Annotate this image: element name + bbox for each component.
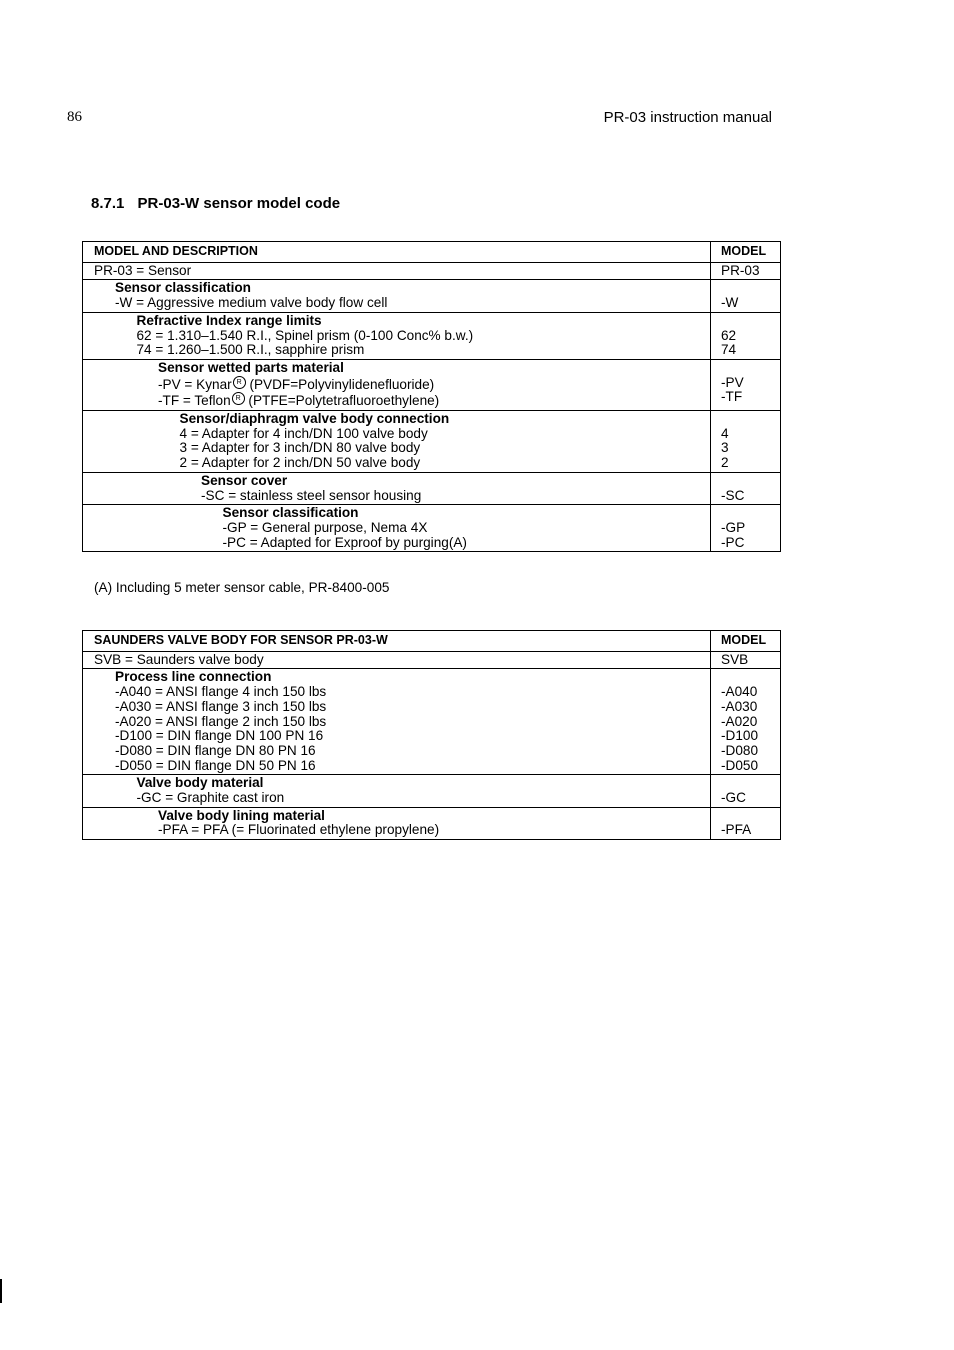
option-line: -A030 = ANSI flange 3 inch 150 lbs — [115, 698, 327, 714]
option-group-description — [83, 312, 711, 359]
option-line: -PC = Adapted for Exproof by purging(A) — [222, 534, 467, 550]
option-line: -A020 = ANSI flange 2 inch 150 lbs — [115, 713, 327, 729]
option-group-row — [83, 472, 781, 504]
code-spacer — [721, 776, 780, 791]
option-line: 2 = Adapter for 2 inch/DN 50 valve body — [179, 455, 421, 471]
option-code: -PV — [721, 374, 744, 390]
code-spacer — [721, 506, 780, 521]
option-group-description — [83, 411, 711, 473]
base-model-row — [83, 262, 781, 280]
option-group-title: Valve body material — [136, 775, 264, 791]
section-heading — [91, 195, 340, 212]
valve-body-model-code-table — [82, 630, 781, 840]
option-code: -D100 — [721, 728, 759, 744]
option-line: -PFA = PFA (= Fluorinated ethylene propylene) — [158, 822, 440, 838]
option-line-text: -PV = Kynar — [158, 376, 232, 392]
option-group-row — [83, 807, 781, 839]
code-spacer — [721, 412, 780, 427]
section-number: 8.7.1 — [91, 195, 125, 212]
column-header-description: SAUNDERS VALVE BODY FOR SENSOR PR-03-W — [83, 631, 711, 652]
option-line — [158, 392, 710, 409]
option-code: -D050 — [721, 757, 759, 773]
base-model-description: SVB = Saunders valve body — [83, 651, 711, 669]
column-header-description: MODEL AND DESCRIPTION — [83, 242, 711, 263]
option-line: -D050 = DIN flange DN 50 PN 16 — [115, 757, 316, 773]
option-line: -D080 = DIN flange DN 80 PN 16 — [115, 742, 316, 758]
option-code: -SC — [721, 487, 745, 503]
option-group-title: Sensor classification — [115, 280, 251, 296]
option-group-title: Sensor wetted parts material — [158, 359, 344, 375]
option-group-description — [83, 280, 711, 312]
option-code: -A030 — [721, 698, 758, 714]
base-model-description: PR-03 = Sensor — [83, 262, 711, 280]
option-group-codes — [711, 807, 781, 839]
option-line-text: (PVDF=Polyvinylidenefluoride) — [245, 376, 435, 392]
option-group-description — [83, 472, 711, 504]
option-line-text: -TF = Teflon — [158, 393, 231, 409]
code-spacer — [721, 809, 780, 824]
option-line: 62 = 1.310–1.540 R.I., Spinel prism (0-100 Conc% b.w.) — [136, 327, 474, 343]
option-group-row — [83, 505, 781, 552]
option-group-codes — [711, 505, 781, 552]
option-line: -D100 = DIN flange DN 100 PN 16 — [115, 728, 324, 744]
option-group-row — [83, 359, 781, 410]
option-code: 74 — [721, 342, 737, 358]
option-code: 4 — [721, 425, 729, 441]
option-code: -PC — [721, 534, 745, 550]
code-spacer — [721, 281, 780, 296]
option-group-row — [83, 775, 781, 807]
base-model-code: SVB — [711, 651, 781, 669]
option-line: 4 = Adapter for 4 inch/DN 100 valve body — [179, 425, 428, 441]
option-group-codes — [711, 775, 781, 807]
option-group-description — [83, 669, 711, 775]
code-spacer — [721, 474, 780, 489]
option-group-codes — [711, 669, 781, 775]
option-line — [158, 376, 710, 393]
option-code: 62 — [721, 327, 737, 343]
base-model-row — [83, 651, 781, 669]
base-model-code: PR-03 — [711, 262, 781, 280]
option-line: -SC = stainless steel sensor housing — [201, 487, 422, 503]
option-group-codes — [711, 411, 781, 473]
code-spacer — [721, 314, 780, 329]
table-header-row — [83, 631, 781, 652]
option-group-description — [83, 807, 711, 839]
option-group-row — [83, 669, 781, 775]
option-group-description — [83, 505, 711, 552]
option-group-title: Process line connection — [115, 669, 272, 685]
code-spacer — [721, 361, 780, 376]
option-code: 3 — [721, 440, 729, 456]
option-group-codes — [711, 312, 781, 359]
option-line: 74 = 1.260–1.500 R.I., sapphire prism — [136, 342, 365, 358]
table-header-row — [83, 242, 781, 263]
option-group-row — [83, 280, 781, 312]
option-group-description — [83, 775, 711, 807]
option-code: -A020 — [721, 713, 758, 729]
option-code: -A040 — [721, 684, 758, 700]
option-group-title: Valve body lining material — [158, 807, 325, 823]
option-line-text: (PTFE=Polytetrafluoroethylene) — [244, 393, 440, 409]
table-footnote: (A) Including 5 meter sensor cable, PR-8400-005 — [94, 580, 390, 595]
page-edge-mark — [0, 1279, 2, 1303]
option-group-codes — [711, 472, 781, 504]
option-line: -GC = Graphite cast iron — [136, 790, 285, 806]
column-header-model: MODEL — [711, 631, 781, 652]
registered-trademark-mark: R — [233, 376, 246, 389]
option-group-row — [83, 312, 781, 359]
registered-trademark-mark: R — [232, 392, 245, 405]
page-number: 86 — [67, 109, 82, 125]
running-header-title: PR-03 instruction manual — [603, 109, 772, 126]
option-code: 2 — [721, 455, 729, 471]
section-title: PR-03-W sensor model code — [137, 195, 341, 212]
option-code: -GC — [721, 790, 746, 806]
option-group-title: Refractive Index range limits — [136, 312, 322, 328]
sensor-model-code-table — [82, 241, 781, 552]
option-code: -W — [721, 295, 739, 311]
option-line: -A040 = ANSI flange 4 inch 150 lbs — [115, 684, 327, 700]
option-code: -PFA — [721, 822, 752, 838]
option-group-codes — [711, 359, 781, 410]
option-line: 3 = Adapter for 3 inch/DN 80 valve body — [179, 440, 421, 456]
option-group-row — [83, 411, 781, 473]
option-group-description — [83, 359, 711, 410]
option-group-title: Sensor classification — [222, 505, 359, 521]
option-line: -GP = General purpose, Nema 4X — [222, 519, 428, 535]
code-spacer — [721, 670, 780, 685]
option-group-title: Sensor cover — [201, 472, 288, 488]
option-group-codes — [711, 280, 781, 312]
option-code: -GP — [721, 519, 746, 535]
option-code: -D080 — [721, 742, 759, 758]
option-code: -TF — [721, 389, 743, 405]
column-header-model: MODEL — [711, 242, 781, 263]
option-line: -W = Aggressive medium valve body flow cell — [115, 295, 388, 311]
option-group-title: Sensor/diaphragm valve body connection — [179, 411, 450, 427]
